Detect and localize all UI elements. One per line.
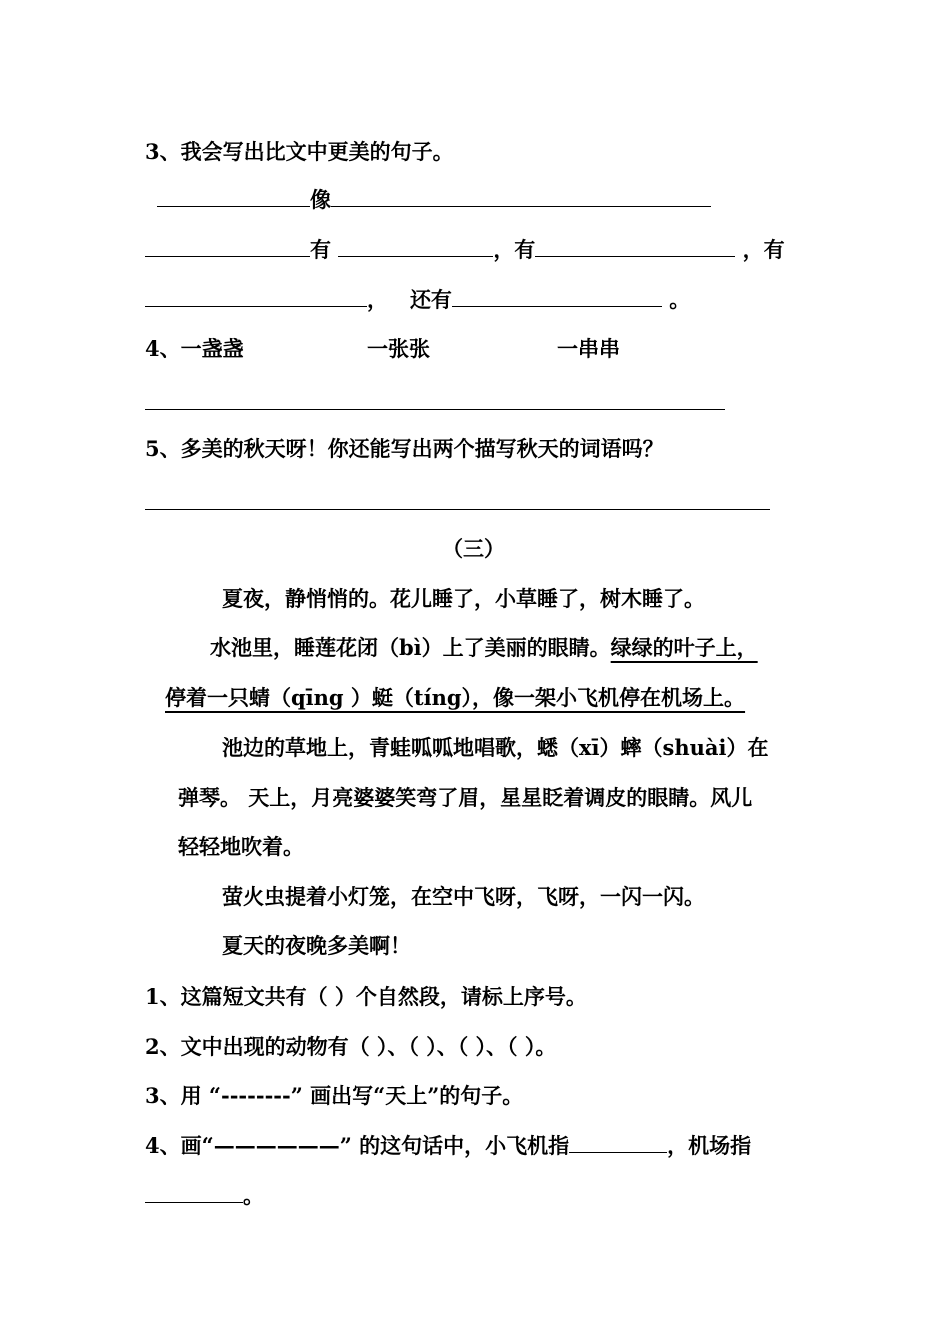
passage-p3-line3: 轻轻地吹着。	[178, 834, 304, 859]
q3-line3	[145, 286, 690, 314]
q3-line2	[145, 236, 785, 264]
passage-p2-underlined: 绿绿的叶子上，	[610, 635, 758, 660]
q4-b: 一张张	[367, 336, 430, 361]
answer-blank[interactable]	[535, 236, 735, 257]
answer-blank[interactable]	[338, 236, 493, 257]
q3-line3-word2: 还有	[409, 287, 452, 312]
q3-line2-word1: 有	[310, 237, 331, 262]
answer-blank[interactable]	[157, 186, 310, 207]
question-4-line2	[145, 1182, 264, 1210]
q3-line2-word2: ，有	[493, 237, 536, 262]
question-4-line1	[145, 1132, 751, 1160]
answer-blank[interactable]	[145, 286, 367, 307]
passage-p2-line2: 停着一只蜻（qīng ）蜓（tíng），像一架小飞机停在机场上。	[165, 685, 746, 710]
answer-blank[interactable]	[569, 1132, 667, 1153]
passage-p3-line2: 弹琴。 天上，月亮婆婆笑弯了眉，星星眨着调皮的眼睛。风儿	[178, 785, 753, 810]
passage-p1: 夏夜，静悄悄的。花儿睡了，小草睡了，树木睡了。	[222, 586, 705, 611]
question-3: 3、用 “--------” 画出写“天上”的句子。	[145, 1083, 524, 1108]
passage-p2-line1	[210, 634, 758, 662]
answer-blank[interactable]	[145, 1182, 243, 1203]
q3-line2-word3: ，有	[742, 237, 785, 262]
q4-answer-line[interactable]	[145, 409, 725, 410]
section-title: （三）	[442, 536, 505, 561]
q3-title: 3、我会写出比文中更美的句子。	[145, 139, 454, 164]
question-4-c: 。	[243, 1183, 264, 1208]
question-4-a: 4、画“——————” 的这句话中，小飞机指	[145, 1133, 570, 1158]
passage-p4: 萤火虫提着小灯笼，在空中飞呀，飞呀，一闪一闪。	[222, 884, 705, 909]
answer-blank[interactable]	[452, 286, 662, 307]
q3-line1	[157, 186, 711, 214]
q5-answer-line[interactable]	[145, 509, 770, 510]
q5-title: 5、多美的秋天呀！你还能写出两个描写秋天的词语吗？	[145, 436, 664, 461]
q4-a: 4、一盏盏	[145, 336, 244, 361]
answer-blank[interactable]	[331, 186, 711, 207]
passage-p5: 夏天的夜晚多美啊！	[222, 933, 411, 958]
q4-c: 一串串	[557, 336, 620, 361]
question-2: 2、文中出现的动物有（ ）、（ ）、（ ）、（ ）。	[145, 1034, 557, 1059]
q3-line1-word: 像	[310, 187, 331, 212]
question-4-b: ，机场指	[667, 1133, 752, 1158]
q3-line3-word1: ，	[367, 287, 388, 312]
q3-line3-word3: 。	[669, 287, 691, 312]
passage-p2-a: 水池里，睡莲花闭（bì）上了美丽的眼睛。	[210, 635, 611, 660]
answer-blank[interactable]	[145, 236, 310, 257]
question-1: 1、这篇短文共有（ ）个自然段，请标上序号。	[145, 984, 587, 1009]
passage-p3-line1: 池边的草地上，青蛙呱呱地唱歌，蟋（xī）蟀（shuài）在	[222, 735, 769, 760]
